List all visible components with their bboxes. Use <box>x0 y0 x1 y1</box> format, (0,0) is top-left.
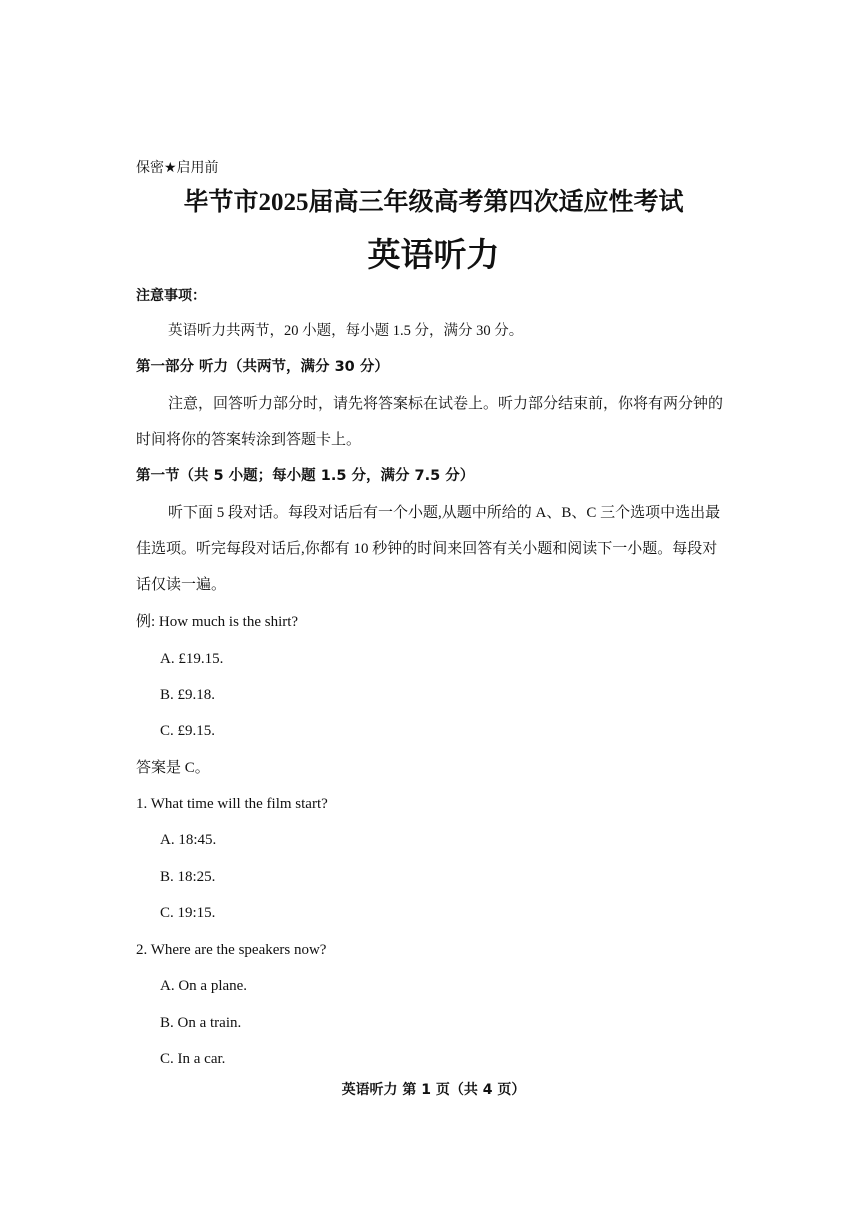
question-stem: 2. Where are the speakers now? <box>136 942 327 958</box>
part1-instruction-line: 注意，回答听力部分时，请先将答案标在试卷上。听力部分结束前，你将有两分钟的 <box>168 396 724 412</box>
example-answer: 答案是 C。 <box>136 760 210 776</box>
exam-subtitle: 英语听力 <box>367 238 500 274</box>
example-question-stem: 例: How much is the shirt? <box>136 614 299 630</box>
example-option: C. £9.15. <box>160 723 216 739</box>
part1-instruction-line: 时间将你的答案转涂到答题卡上。 <box>136 432 362 448</box>
section1-instruction-line: 话仅读一遍。 <box>136 577 227 593</box>
question-option: B. 18:25. <box>160 869 216 885</box>
page-footer: 英语听力 第 1 页（共 4 页） <box>341 1082 526 1098</box>
question-option: A. On a plane. <box>160 978 248 994</box>
example-option: A. £19.15. <box>160 651 224 667</box>
section1-instruction-line: 佳选项。听完每段对话后,你都有 10 秒钟的时间来回答有关小题和阅读下一小题。每段对 <box>136 541 718 557</box>
part1-heading: 第一部分 听力（共两节，满分 30 分） <box>136 359 389 375</box>
section1-instruction-line: 听下面 5 段对话。每段对话后有一个小题,从题中所给的 A、B、C 三个选项中选出最 <box>168 505 721 521</box>
notes-heading: 注意事项： <box>136 288 206 304</box>
confidential-label: 保密★启用前 <box>136 160 219 176</box>
question-stem: 1. What time will the film start? <box>136 796 328 812</box>
exam-title: 毕节市2025届高三年级高考第四次适应性考试 <box>183 189 684 216</box>
question-option: C. 19:15. <box>160 905 216 921</box>
section1-heading: 第一节（共 5 小题；每小题 1.5 分，满分 7.5 分） <box>136 468 475 484</box>
question-option: B. On a train. <box>160 1015 242 1031</box>
question-option: C. In a car. <box>160 1051 226 1067</box>
question-option: A. 18:45. <box>160 832 217 848</box>
notes-body: 英语听力共两节，20 小题，每小题 1.5 分，满分 30 分。 <box>168 323 524 339</box>
example-option: B. £9.18. <box>160 687 216 703</box>
